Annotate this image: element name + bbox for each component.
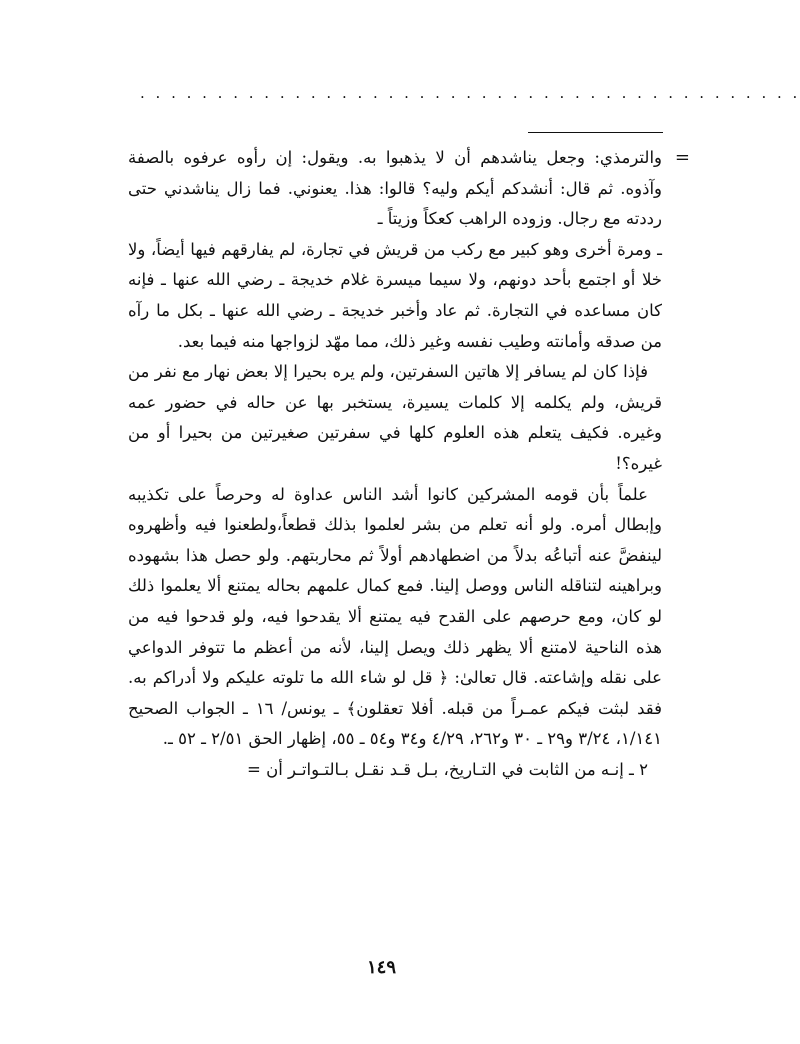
page-number: ١٤٩ [366,957,396,978]
paragraph-3: فإذا كان لم يسافر إلا هاتين السفرتين، ولم يره بحيرا إلا بعض نهار مع نفر من قريش، ولم يكلمه إلا كلمات يسيرة، يستخبر بها عن حاله في حضور عمه وغيره. فكيف يتعلم هذه العلوم كلها في سفرتين صغيرتين من بحيرا أو من غيره؟! [128,362,662,473]
paragraph-5: ٢ ـ إنـه من الثابت في التـاريخ، بـل قـد نقـل بـالتـواتـر أن = [247,759,648,779]
footnote-text [128,143,690,785]
dotted-separator: . . . . . . . . . . . . . . . . . . . . . . . . . . . . . . . . . . . . . . . . . . . [140,84,800,102]
paragraph-4: علماً بأن قومه المشركين كانوا أشد الناس عداوة له وحرصاً على تكذيبه وإبطال أمره. ولو أنه تعلم من بشر لعلموا بذلك قطعاً،ولطعنوا فيه وأظهروه لينفضَّ عنه أتباعُه بدلاً من اضطهادهم أولاً ثم محاربتهم. ولو حصل هذا بشهوده وبراهينه لتناقله الناس ووصل إلينا. فمع كمال علمهم بحاله يمتنع ألا يعلموا ذلك لو كان، ومع حرصهم على القدح فيه يمتنع ألا يقدحوا فيه، ولو قدحوا فيه من هذه الناحية لامتنع ألا يظهر ذلك ويصل إلينا، لأنه من أعظم ما تتوفر الدواعي على نقله وإشاعته. قال تعالىٰ: ﴿ قل لو شاء الله ما تلوته عليكم ولا أدراكم به. فقد لبثت فيكم عمـراً من قبله. أفلا تعقلون﴾ ـ يونس/ ١٦ ـ الجواب الصحيح ١/١٤١، ٣/٢٤ و٢٩ ـ ٣٠ و٢٦٢، ٤/٢٩ و٣٤ و٥٤ ـ ٥٥، إظهار الحق ٢/٥١ ـ ٥٢ ـ. [128,484,662,749]
continuation-mark: = [674,147,690,168]
paragraph-1: والترمذي: وجعل يناشدهم أن لا يذهبوا به. ويقول: إن رأوه عرفوه بالصفة وآذوه. ثم قال: أنشدكم أيكم وليه؟ قالوا: هذا. يعنوني. فما زال يناشدني حتى رددته مع رجال. وزوده الراهب كعكاً وزيتاً ـ [128,148,662,229]
footnote-rule [528,132,663,133]
paragraph-2: ـ ومرة أخرى وهو كبير مع ركب من قريش في تجارة، لم يفارقهم فيها أيضاً، ولا خلا أو اجتمع بأحد دونهم، ولا سيما ميسرة غلام خديجة ـ رضي الله عنها ـ فإنه كان مساعده في التجارة. ثم عاد وأخبر خديجة ـ رضي الله عنها ـ بكل ما رآه من صدقه وأمانته وطيب نفسه وغير ذلك، مما مهّد لزواجها منه فيما بعد. [128,239,662,351]
